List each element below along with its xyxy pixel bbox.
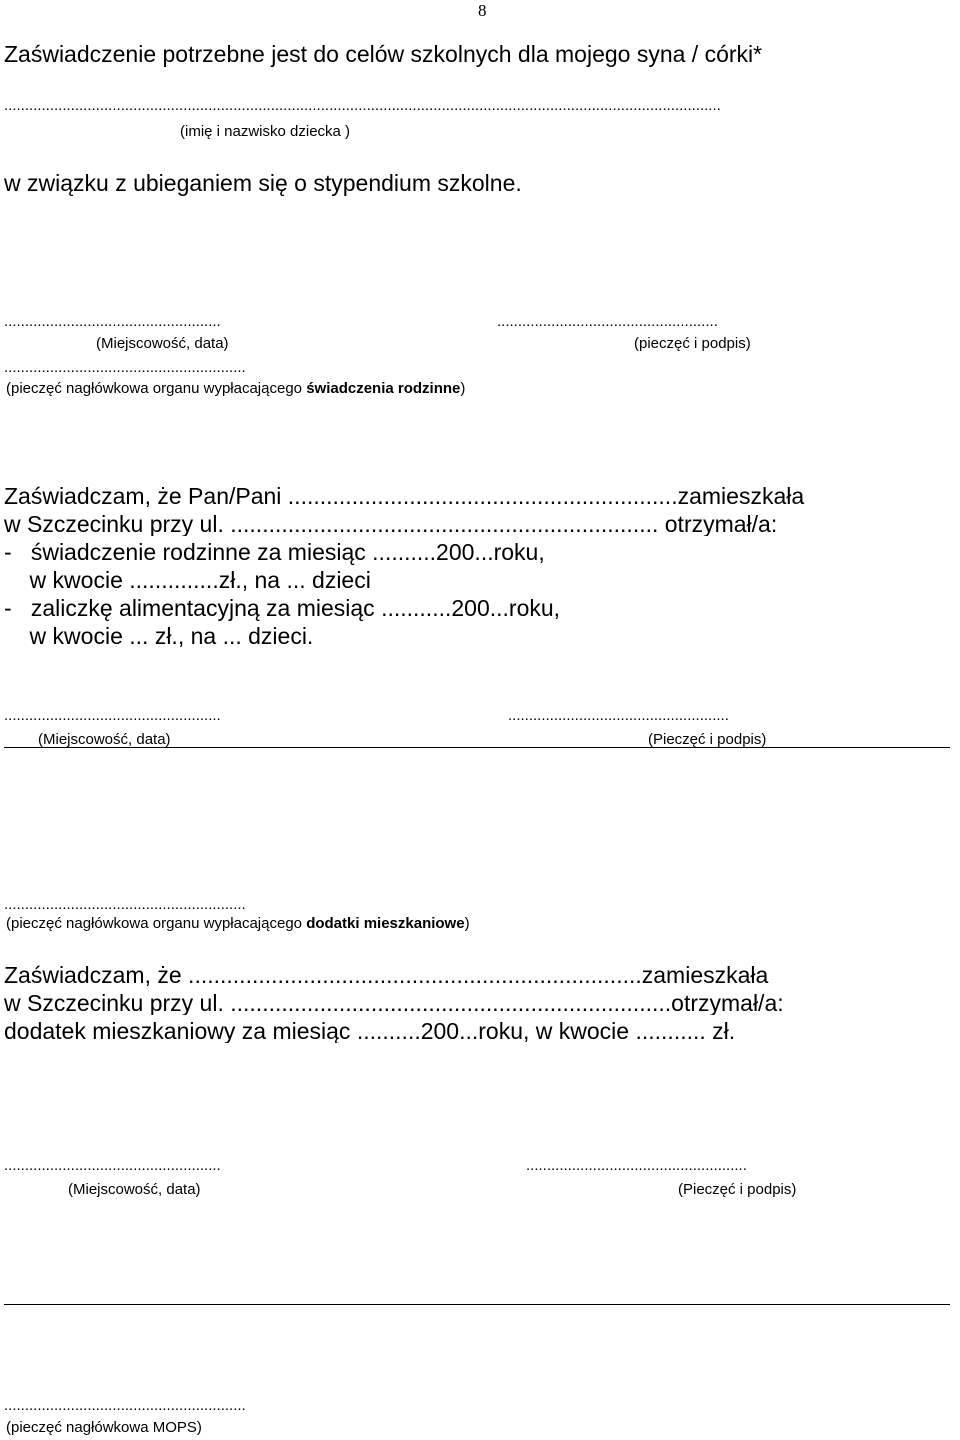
signature-dots-2: .....................................................: [508, 708, 729, 723]
stamp-caption-emphasis: świadczenia rodzinne: [306, 380, 461, 397]
place-date-caption-2: (Miejscowość, data): [38, 731, 171, 748]
certificate-line-1: Zaświadczam, że Pan/Pani .............................................................zamieszkała: [4, 485, 805, 508]
certificate-line-4: w kwocie ..............zł., na ... dzieci: [4, 567, 371, 593]
certificate-line-2: w Szczecinku przy ul. ................................................................... otrzymał/a:: [4, 513, 778, 536]
page-number: 8: [478, 1, 487, 20]
certificate-line-6: w kwocie ... zł., na ... dzieci.: [4, 623, 314, 649]
signature-dots: .....................................................: [497, 314, 718, 329]
certificate-line-5: - zaliczkę alimentacyjną za miesiąc ...........200...roku,: [4, 595, 561, 621]
place-date-dots-3: ....................................................: [4, 1158, 221, 1173]
separator-line-1: [4, 747, 950, 748]
stamp-caption-2: (pieczęć nagłówkowa organu wypłacającego dodatki mieszkaniowe): [6, 915, 470, 932]
place-date-dots: ....................................................: [4, 314, 221, 329]
scholarship-statement: w związku z ubieganiem się o stypendium szkolne.: [4, 170, 522, 196]
certificate-line-3: - świadczenie rodzinne za miesiąc ..........200...roku,: [4, 539, 545, 565]
stamp-caption-emphasis-2: dodatki mieszkaniowe: [306, 915, 465, 932]
stamp-caption: (pieczęć nagłówkowa organu wypłacającego świadczenia rodzinne): [6, 380, 466, 397]
stamp-dots: ..........................................................: [4, 360, 246, 375]
place-date-caption-3: (Miejscowość, data): [68, 1181, 201, 1198]
housing-line-1: Zaświadczam, że .......................................................................zamieszkała: [4, 964, 769, 987]
separator-line-2: [4, 1304, 950, 1305]
signature-caption: (pieczęć i podpis): [634, 335, 751, 352]
signature-caption-3: (Pieczęć i podpis): [678, 1181, 797, 1198]
place-date-caption: (Miejscowość, data): [96, 335, 229, 352]
signature-dots-3: .....................................................: [526, 1158, 747, 1173]
purpose-statement: Zaświadczenie potrzebne jest do celów szkolnych dla mojego syna / córki*: [4, 41, 763, 67]
place-date-dots-2: ....................................................: [4, 708, 221, 723]
stamp-dots-2: ..........................................................: [4, 897, 246, 912]
housing-line-3: dodatek mieszkaniowy za miesiąc ..........200...roku, w kwocie ........... zł.: [4, 1020, 736, 1043]
mops-stamp-caption: (pieczęć nagłówkowa MOPS): [6, 1419, 202, 1436]
housing-line-2: w Szczecinku przy ul. .....................................................................otrzymał/a:: [4, 992, 784, 1015]
signature-caption-2: (Pieczęć i podpis): [648, 731, 767, 748]
child-name-caption: (imię i nazwisko dziecka ): [180, 123, 351, 140]
mops-stamp-dots: ..........................................................: [4, 1398, 246, 1413]
child-name-dots: ............................................................................................................................................................................: [4, 98, 721, 113]
